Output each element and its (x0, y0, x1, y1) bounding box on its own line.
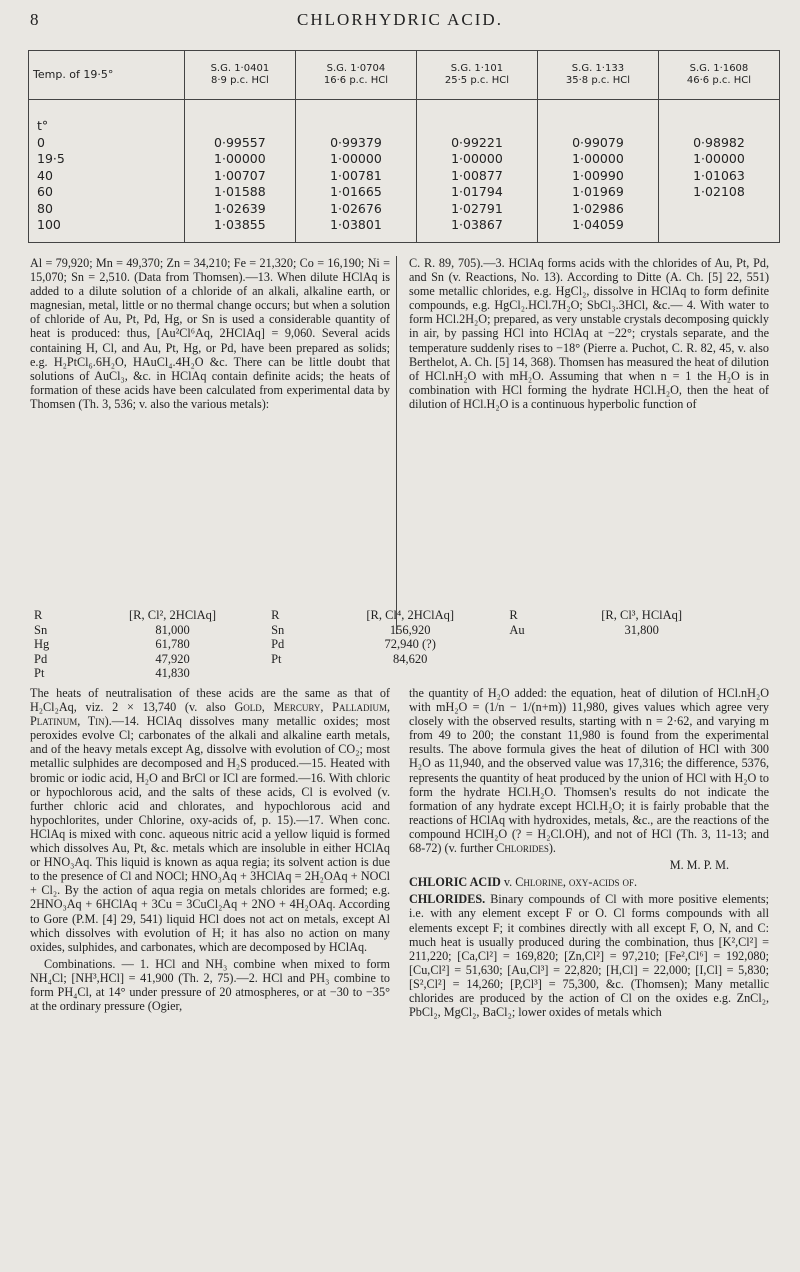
right-column-top (409, 256, 769, 414)
text-run: ). (548, 841, 556, 856)
table-cell: 31,800 (624, 622, 659, 637)
paragraph (30, 686, 390, 954)
table-header-row (29, 51, 780, 100)
table-cell: Pd (271, 637, 285, 651)
table-cell: 1·02676 (295, 201, 416, 218)
table-row (29, 151, 780, 168)
column-header: S.G. 1·0401 8·9 p.c. HCl (184, 51, 295, 100)
table-row (29, 168, 780, 185)
table-row (29, 217, 780, 242)
density-table (28, 50, 780, 243)
table-cell: Au (509, 622, 525, 637)
table-cell (505, 637, 553, 652)
table-cell: Pt (34, 666, 45, 680)
column-rule (396, 256, 397, 634)
table-row (30, 623, 730, 638)
table-cell: R (34, 608, 43, 622)
paragraph (409, 892, 769, 1019)
table-cell: 84,620 (393, 651, 428, 666)
table-row (29, 100, 780, 135)
table-cell: 1·03855 (184, 217, 295, 242)
table-cell: 1·02791 (416, 201, 537, 218)
table-cell: 41,830 (155, 666, 190, 680)
table-cell: 61,780 (155, 637, 190, 651)
table-cell: 47,920 (155, 651, 190, 666)
table-cell: Hg (34, 637, 50, 651)
table-cell: 1·00707 (184, 168, 295, 185)
paragraph (409, 686, 769, 855)
left-column-top (30, 256, 390, 414)
table-row (30, 608, 730, 623)
page-number: 8 (30, 10, 39, 29)
text-run: Binary compounds of Cl with more positive elements; i.e. with any element except F or O. Cl forms compounds with all elements except F; it combines directly with all except F, O, N, and C: much heat is usually produced during the combination, thus [K²,Cl²] = 211,220; [Ca,Cl²] = 169,820; [Zn,Cl²] = 97,210; [Fe²,Cl⁶] = 192,080; [Cu,Cl²] = 51,630; [Au,Cl³] = 22,820; [H,Cl] = 22,000; [I,Cl] = 5,830; [S²,Cl²] = 14,260; [P,Cl³] = 75,300, &c. (Thomsen); Many metallic chlorides are produced by the action of Cl on the oxides e.g. ZnCl₂, PbCl₂, MgCl₂, BaCl₂; lower oxides of metals which (409, 892, 769, 1020)
table-cell: [R, Cl³, HClAq] (601, 608, 683, 622)
paragraph: C. R. 89, 705).—3. HClAq forms acids with the chlorides of Au, Pt, Pd, and Sn (v. Reactions, No. 13). According to Ditte (A. Ch. [5] 22, 551) some metallic chlorides, e.g. HgCl₂, dissolve in HClAq to form definite compounds, e.g. HgCl₂.HCl.7H₂O; SbCl₃.3HCl, &c.— 4. With water to form HCl.2H₂O; prepared, as very unstable crystals decomposing quickly in air, by passing HCl into HClAq at −22°; crystals separate, and the temperature suddenly rises to −18° (Pierre a. Puchot, C. R. 82, 45, v. also Berthelot, A. Ch. [5] 14, 368). Thomsen has measured the heat of dilution of HCl.nH₂O with mH₂O. Assuming that when n = 1 the H₂O is in combination with HCl forming the hydrate HCl.H₂O, then the heat of dilution of HCl.H₂O is a continuous hyperbolic function of (409, 256, 769, 411)
table-cell: Sn (34, 622, 48, 637)
table-cell: 1·00877 (416, 168, 537, 185)
table-row (30, 637, 730, 652)
text-run: The heats of neutralisation of these acids are the same as that of H₂Cl₂Aq, viz. 2 × 13,740 (v. also (30, 686, 390, 715)
table-cell: 1·00000 (658, 151, 779, 168)
table-cell: Pt (271, 651, 282, 666)
table-cell: 1·00781 (295, 168, 416, 185)
table-cell: 60 (29, 184, 185, 201)
table-cell: 1·01063 (658, 168, 779, 185)
cross-reference: Chlorides (496, 841, 549, 856)
table-row (29, 135, 780, 152)
paragraph: Al = 79,920; Mn = 49,370; Zn = 34,210; Fe = 21,320; Co = 16,190; Ni = 15,070; Sn = 2,510. (Data from Thomsen).—13. When dilute HClAq is added to a dilute solution of a chloride of an alkali, alkaline earth, or magnesian, metal, little or no thermal change occurs; but when a solution of chloride of Au, Pt, Pd, Hg, or Sn is used a considerable quantity of heat is produced: thus, [Au²Cl⁶Aq, 2HClAq] = 9,060. Several acids containing H, Cl, and Au, Pt, Hg, or Pd, have been prepared as solids; e.g. H₂PtCl₆.6H₂O, HAuCl₄.4H₂O &c. There can be little doubt that solutions of AuCl₃, &c. in HClAq contain definite acids; the heats of formation of these acids have been calculated from experimental data by Thomsen (Th. 3, 536; v. also the various metals): (30, 256, 390, 411)
column-header: S.G. 1·101 25·5 p.c. HCl (416, 51, 537, 100)
table-row (29, 201, 780, 218)
table-cell: 1·01665 (295, 184, 416, 201)
table-cell: 1·03801 (295, 217, 416, 242)
table-cell: 0·98982 (658, 135, 779, 152)
table-cell: 1·00990 (537, 168, 658, 185)
entry-heading: CHLORIC ACID (409, 875, 501, 890)
table-cell: 1·02986 (537, 201, 658, 218)
table-cell: 1·02639 (184, 201, 295, 218)
table-cell (553, 637, 730, 652)
table-cell: 1·00000 (184, 151, 295, 168)
table-cell: 0 (29, 135, 185, 152)
temp-header: Temp. of 19·5° (29, 51, 185, 100)
table-row (30, 652, 730, 667)
table-cell: 1·02108 (658, 184, 779, 201)
table-cell: 0·99557 (184, 135, 295, 152)
left-column-bottom (30, 686, 390, 1016)
table-cell: Sn (271, 622, 285, 637)
table-row (29, 184, 780, 201)
text-run: the quantity of H₂O added: the equation, heat of dilution of HCl.nH₂O with mH₂O = (1/n − 1/(n+m)) 11,980, gives values which agree very closely with the observed results, starting with n = 2·62, and varying m from 49 to 200; the constant 11,980 is found from the experimental results. The above formula gives the heat of dilution of HCl with 300 H₂O as 11,940, and the observed value was 17,316; the difference, 5376, represents the quantity of heat produced by the union of HCl with H₂O to form the hydrate HCl.H₂O. Thomsen's results do not indicate the formation of any hydrate except HCl.H₂O; it is fairly probable that the reactions of HClAq with hydroxides, metals, &c., are the reactions of the compound HClH₂O (? = H₂Cl.OH), and not of HCl (Th. 3, 11-13; and 68-72) (v. further (409, 686, 769, 856)
table-cell: 1·01794 (416, 184, 537, 201)
paragraph (409, 875, 769, 889)
table-cell: 81,000 (155, 622, 190, 637)
running-header (30, 10, 770, 36)
table-cell: 0·99379 (295, 135, 416, 152)
table-cell (658, 217, 779, 242)
table-cell: 1·00000 (295, 151, 416, 168)
table-cell: 1·00000 (416, 151, 537, 168)
table-cell: 1·03867 (416, 217, 537, 242)
table-cell: 1·00000 (537, 151, 658, 168)
table-row (30, 666, 730, 681)
table-cell: 72,940 (?) (384, 637, 436, 651)
table-cell: R (509, 608, 518, 622)
column-header: S.G. 1·0704 16·6 p.c. HCl (295, 51, 416, 100)
cross-reference: Chlorine, oxy-acids of. (515, 875, 638, 890)
cross-reference: Gold, Mercury, Palladium, Platinum, Tin (30, 700, 391, 729)
table-cell: [R, Cl⁴, 2HClAq] (366, 608, 455, 622)
t-label: t° (29, 100, 185, 135)
running-title: CHLORHYDRIC ACID. (297, 10, 503, 29)
table-cell (553, 652, 730, 667)
signature: M. M. P. M. (669, 858, 729, 873)
table-cell (505, 652, 553, 667)
table-cell: 100 (29, 217, 185, 242)
table-cell: Pd (34, 651, 48, 666)
table-cell: 80 (29, 201, 185, 218)
entry-heading: CHLORIDES. (409, 892, 486, 907)
table-cell (658, 201, 779, 218)
heats-of-formation-table (30, 608, 730, 681)
table-cell: 1·04059 (537, 217, 658, 242)
table-cell: [R, Cl², 2HClAq] (128, 608, 217, 622)
table-cell: 0·99221 (416, 135, 537, 152)
column-header: S.G. 1·1608 46·6 p.c. HCl (658, 51, 779, 100)
paragraph: Combinations. — 1. HCl and NH₃ combine when mixed to form NH₄Cl; [NH³,HCl] = 41,900 (Th. 2, 75).—2. HCl and PH₃ combine to form PH₄Cl, at 14° under pressure of 20 atmospheres, or at −30 to −35° at the ordinary pressure (Ogier, (30, 956, 390, 1014)
column-header: S.G. 1·133 35·8 p.c. HCl (537, 51, 658, 100)
right-column-bottom (409, 686, 769, 1022)
table-cell: 1·01969 (537, 184, 658, 201)
table-cell: 40 (29, 168, 185, 185)
table-cell: 156,920 (389, 622, 431, 637)
text-run: v. (500, 875, 516, 890)
table-cell: 0·99079 (537, 135, 658, 152)
table-cell: 19·5 (29, 151, 185, 168)
table-cell: R (271, 608, 280, 622)
table-cell: 1·01588 (184, 184, 295, 201)
text-run: ).—14. HClAq dissolves many metallic oxides; most peroxides evolve Cl; carbonates of the alkali and alkaline earth metals, and of the heavy metals except Ag, dissolve with evolution of CO₂; most metallic sulphides are decomposed and H₂S produced.—15. Heated with bromic or iodic acid, H₂O and BrCl or ICl are formed.—16. With chloric or hypochlorous acid, and the salts of these acids, Cl is evolved (v. further chloric acid and chlorates, and hypochlorous acid and hypochlorites, under Chlorine, oxy-acids of, p. 15).—17. When conc. HClAq is mixed with conc. aqueous nitric acid a yellow liquid is formed which dissolves Au, Pt, &c. metals which are insoluble in either HClAq or HNO₃Aq. This liquid is known as aqua regia; its solvent action is due to the presence of Cl and NOCl; HNO₃Aq + 3HClAq = 2H₂OAq + NOCl + Cl₂. By the action of aqua regia on metals chlorides are formed; e.g. 2HNO₃Aq + 6HClAq + 3Cu = 3CuCl₂Aq + 2NO + 4H₂OAq. According to Gore (P.M. [4] 29, 541) liquid HCl does not act on metals, except Al which dissolves with evolution of H; it has also no action on many oxides, sulphides, and carbonates, which are decomposed by HClAq. (30, 714, 390, 954)
